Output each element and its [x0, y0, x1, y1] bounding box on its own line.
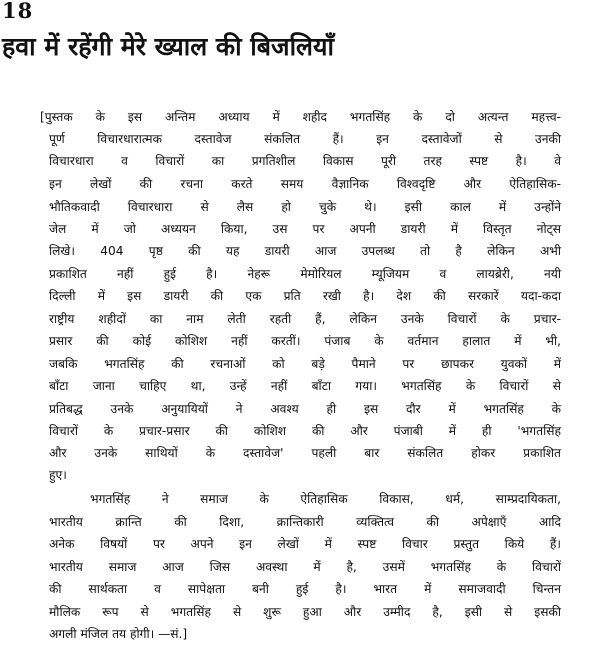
intro-line: जबकि भगतसिंह की रचनाओं को बड़े पैमाने पर छापकर युवकों में [49, 357, 561, 371]
intro-line: हुए। [49, 468, 67, 482]
intro-line: दिल्ली में इस डायरी की एक प्रति रखी है। देश की सरकारें यदा-कदा [49, 289, 561, 303]
chapter-title: हवा में रहेंगी मेरे ख्याल की बिजलियाँ [2, 32, 334, 61]
intro-line: बाँटा जाना चाहिए था, उन्हें नहीं बाँटा गया। भगतसिंह के विचारों से [49, 379, 561, 393]
paragraph-line: भारतीय समाज आज जिस अवस्था में है, उसमें भगतसिंह के विचारों [49, 560, 561, 574]
intro-line: [पुस्तक के इस अन्तिम अध्याय में शहीद भगतसिंह के दो अत्यन्त महत्त्व- [40, 110, 561, 124]
intro-line: प्रसार की कोई कोशिश नहीं करतीं। पंजाब के वर्तमान हालात में भी, [49, 334, 561, 348]
intro-line: इन लेखों की रचना करते समय वैज्ञानिक विश्वदृष्टि और ऐतिहासिक- [49, 177, 561, 191]
intro-line: लिखे। 404 पृष्ठ की यह डायरी आज उपलब्ध तो है लेकिन अभी [49, 244, 561, 258]
paragraph-line: अनेक विषयों पर अपने इन लेखों में स्पष्ट विचार प्रस्तुत किये हैं। [49, 537, 561, 551]
intro-line: विचारों के प्रचार-प्रसार की कोशिश की और पंजाबी में ही 'भगतसिंह [49, 424, 561, 438]
paragraph-line: भगतसिंह ने समाज के ऐतिहासिक विकास, धर्म, साम्प्रदायिकता, [90, 492, 561, 506]
paragraph-line: भारतीय क्रान्ति की दिशा, क्रान्तिकारी व्यक्तित्व की अपेक्षाएँ आदि [49, 515, 561, 529]
paragraph-line: की सार्थकता व सापेक्षता बनी हुई है। भारत में समाजवादी चिन्तन [49, 582, 561, 596]
intro-line: भौतिकवादी विचारधारा से लैस हो चुके थे। इसी काल में उन्होंने [49, 200, 561, 214]
intro-line: विचारधारा व विचारों का प्रगतिशील विकास पूरी तरह स्पष्ट है। वे [49, 154, 561, 168]
intro-line: प्रतिबद्ध उनके अनुयायियों ने अवश्य ही इस दौर में भगतसिंह के [49, 402, 561, 416]
paragraph-line: मौलिक रूप से भगतसिंह से शुरू हुआ और उम्मीद है, इसी से इसकी [49, 605, 561, 619]
intro-line: प्रकाशित नहीं हुई है। नेहरू मेमोरियल म्यूजियम व लायब्रेरी, नयी [49, 267, 561, 281]
intro-line: पूर्ण विचारधारात्मक दस्तावेज संकलित हैं। इन दस्तावेजों से उनकी [49, 132, 561, 146]
intro-line: राष्ट्रीय शहीदों का नाम लेती रहती हैं, लेकिन उनके विचारों के प्रचार- [49, 312, 561, 326]
paragraph-line: अगली मंजिल तय होगी। —सं.] [49, 627, 188, 641]
intro-line: जेल में जो अध्ययन किया, उस पर अपनी डायरी में विस्तृत नोट्स [49, 222, 561, 236]
page-number: 18 [2, 0, 34, 23]
intro-line: और उनके साथियों के दस्तावेज' पहली बार संकलित होकर प्रकाशित [49, 446, 561, 460]
